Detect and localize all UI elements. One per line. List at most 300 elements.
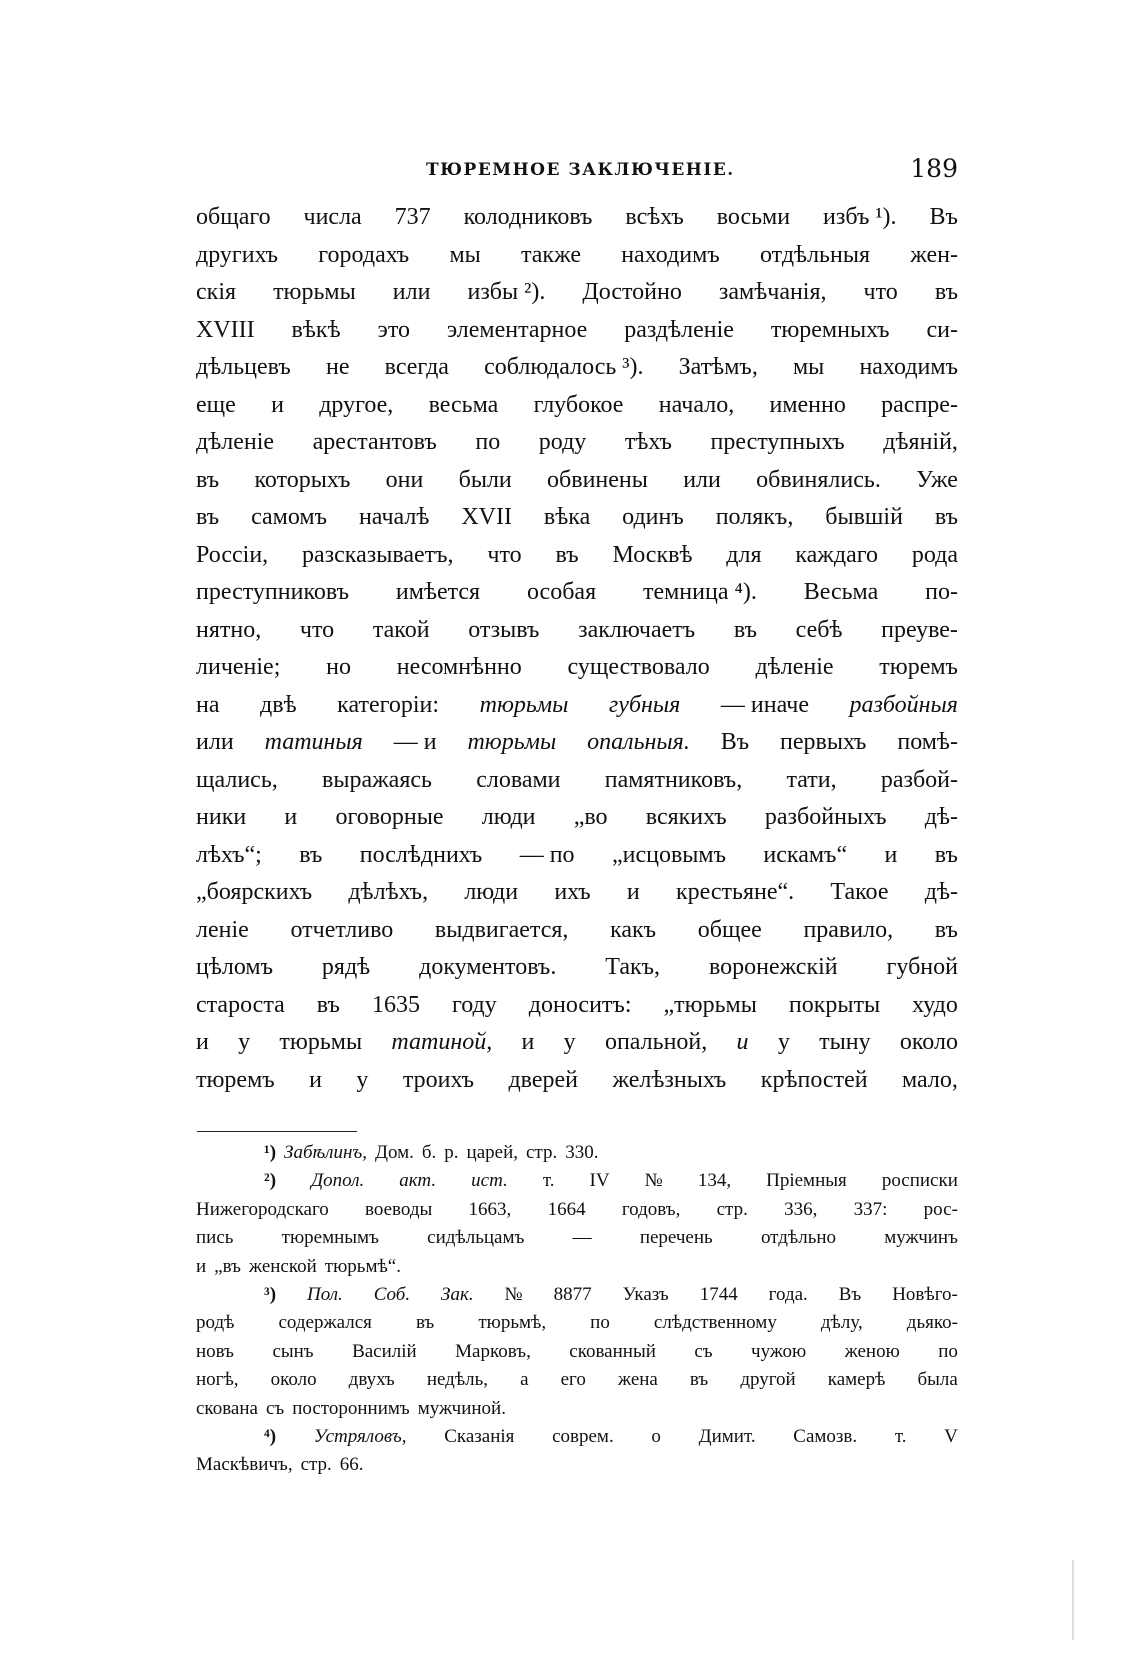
footnote-word: Пріемныя	[766, 1170, 847, 1192]
footnote-word: стр.	[300, 1454, 332, 1476]
body-word: другое,	[319, 391, 394, 418]
body-word: щались,	[196, 766, 278, 793]
body-word: роду	[538, 429, 587, 455]
footnote-line	[196, 1284, 958, 1312]
footnote-word: недѣль,	[426, 1369, 489, 1391]
body-word: всѣхъ	[625, 204, 684, 230]
body-word: у	[356, 1066, 369, 1093]
body-word: тюрьмы	[273, 279, 356, 305]
footnote-line	[196, 1142, 958, 1170]
footnote-word: рос-	[923, 1198, 958, 1220]
body-word: находимъ	[621, 241, 720, 268]
body-word: разсказываетъ,	[302, 541, 454, 568]
body-word: въ	[934, 916, 958, 943]
footnote-word: слѣдственному	[653, 1312, 777, 1334]
body-line	[196, 242, 958, 280]
body-word: для	[726, 541, 762, 568]
body-word: дѣяній,	[883, 429, 958, 455]
footnote-word: тюрьмѣ“.	[324, 1255, 401, 1277]
body-word: тюрьмы	[279, 1029, 363, 1055]
body-word: Россіи,	[196, 541, 269, 568]
footnote-word: новъ	[196, 1340, 234, 1362]
body-word: въ	[733, 616, 757, 643]
body-word: тюрьмы	[479, 691, 569, 718]
footnote-word: чужою	[751, 1340, 807, 1362]
body-word: помѣ-	[897, 729, 958, 755]
footnote-word: 66.	[339, 1454, 364, 1476]
footnote-word: Указъ	[622, 1283, 669, 1305]
footnote-line	[196, 1312, 958, 1340]
body-word: разбойныхъ	[764, 804, 887, 830]
footnote-word: Забѣлинъ,	[284, 1142, 367, 1163]
body-word: имѣется	[395, 579, 481, 605]
body-word: и	[521, 1029, 535, 1055]
body-word: выражаясь	[321, 766, 432, 793]
body-word: дѣлѣхъ,	[348, 879, 429, 905]
body-word: что	[487, 541, 522, 568]
body-word: категоріи:	[337, 691, 440, 718]
body-word: — иначе	[720, 691, 809, 718]
body-word: нятно,	[196, 616, 262, 643]
body-word: также	[520, 241, 581, 268]
body-word: ихъ	[554, 879, 591, 905]
body-word: которыхъ	[254, 466, 351, 493]
body-line	[196, 279, 958, 317]
body-line	[196, 504, 958, 542]
footnote-word: жена	[617, 1369, 658, 1391]
footnote-marker: ¹)	[264, 1142, 277, 1163]
body-word: татиной,	[391, 1029, 493, 1055]
footnote-line	[196, 1426, 958, 1454]
body-word: такой	[372, 616, 430, 643]
body-line	[196, 429, 958, 467]
footnote-line	[196, 1227, 958, 1255]
body-word: лѣхъ“;	[196, 841, 262, 868]
body-word: рядѣ	[321, 954, 371, 980]
body-word: мало,	[902, 1066, 958, 1093]
footnote-word: Василій	[352, 1340, 417, 1362]
footnote-word: содержался	[278, 1312, 372, 1334]
footnote-word: а	[520, 1369, 529, 1391]
footnote-word: ногѣ,	[196, 1369, 239, 1391]
body-word: не	[325, 354, 350, 380]
body-word: первыхъ	[780, 729, 867, 755]
body-word: именно	[769, 391, 846, 418]
footnote-line	[196, 1398, 958, 1426]
footnote-word: р.	[444, 1142, 459, 1163]
body-line	[196, 654, 958, 692]
body-word: самомъ	[251, 504, 328, 530]
body-word: одинъ	[622, 504, 684, 530]
body-word: памятниковъ,	[604, 766, 743, 793]
body-word: у	[238, 1029, 251, 1055]
body-word: восьми	[716, 204, 791, 230]
body-word: дѣленіе	[755, 654, 834, 680]
body-word: троихъ	[402, 1066, 474, 1093]
body-word: и	[196, 1029, 209, 1055]
body-word: каждаго	[795, 541, 878, 568]
body-word: темница ⁴).	[642, 579, 757, 605]
footnote-word: „въ	[214, 1255, 241, 1277]
footnote-word: Зак.	[441, 1283, 474, 1305]
body-word: и	[284, 804, 298, 830]
body-line	[196, 317, 958, 355]
body-word: въ	[196, 504, 220, 530]
footnote-word: акт.	[399, 1170, 437, 1192]
body-word: дверей	[508, 1066, 579, 1093]
footnote-word: двухъ	[348, 1369, 395, 1391]
footnote-word: росписки	[881, 1170, 958, 1192]
body-word: полякъ,	[715, 504, 794, 530]
footnote-line	[196, 1170, 958, 1198]
body-word: 737	[394, 204, 431, 230]
body-line	[196, 879, 958, 917]
body-word: выдвигается,	[434, 916, 569, 943]
footnote-word: Самозв.	[793, 1425, 858, 1447]
body-line	[196, 954, 958, 992]
footnote-word: Пол.	[306, 1283, 343, 1305]
body-word: ники	[196, 804, 247, 830]
body-word: обвинялись.	[756, 466, 881, 493]
footnote-line	[196, 1256, 958, 1284]
body-word: Затѣмъ,	[678, 354, 758, 380]
body-word: по	[475, 429, 501, 455]
body-line	[196, 579, 958, 617]
body-word: распре-	[881, 391, 958, 418]
body-word: губной	[886, 954, 958, 980]
body-word: рода	[911, 541, 958, 568]
footnote-line	[196, 1341, 958, 1369]
footnote-word: мужчинъ	[884, 1227, 958, 1249]
body-word: весьма	[428, 391, 499, 418]
footnote-word: стр.	[526, 1142, 558, 1163]
body-word: въ	[316, 991, 340, 1018]
body-word: всегда	[384, 354, 449, 380]
body-word: — по	[519, 841, 575, 868]
body-word: тюремъ	[196, 1066, 275, 1093]
body-word: и	[309, 1066, 322, 1093]
body-word: Такъ,	[605, 954, 661, 980]
body-word: Весьма	[803, 579, 879, 605]
body-word: или	[683, 466, 721, 493]
footnote-word: пись	[196, 1227, 234, 1249]
body-word: личеніе;	[196, 654, 281, 680]
body-word: оговорные	[335, 804, 444, 830]
footnote-word: его	[560, 1369, 586, 1391]
body-word: тюрьмы	[467, 729, 557, 755]
body-word: у	[777, 1029, 790, 1055]
body-word: около	[899, 1029, 958, 1055]
body-word: общаго	[196, 204, 271, 230]
body-word: избъ ¹).	[823, 204, 897, 230]
body-word: колодниковъ	[463, 204, 593, 230]
body-line	[196, 392, 958, 430]
footnote-word: Димит.	[698, 1425, 756, 1447]
footnote-word: дѣлу,	[820, 1312, 863, 1334]
footnote-word: 1664	[547, 1198, 586, 1220]
body-word: какъ	[610, 916, 657, 943]
body-line	[196, 617, 958, 655]
body-word: преступниковъ	[196, 579, 350, 605]
footnote-word: 336,	[784, 1198, 818, 1220]
body-word: „исцовымъ	[611, 841, 726, 868]
body-word: леніе	[196, 916, 249, 943]
body-word: въ	[299, 841, 323, 868]
body-word: что	[299, 616, 335, 643]
body-word: тати,	[786, 766, 837, 793]
footnote-word: №	[504, 1283, 523, 1305]
footnote-word: 337:	[853, 1198, 888, 1220]
body-word: или	[392, 279, 431, 305]
body-word: находимъ	[859, 354, 958, 380]
footnote-word: Устряловъ,	[313, 1425, 407, 1447]
body-word: и	[271, 391, 284, 418]
body-word: или	[196, 729, 234, 755]
body-word: преуве-	[881, 616, 958, 643]
footnote-word: царей,	[466, 1142, 518, 1163]
footnote-word: Маскѣвичъ,	[196, 1454, 293, 1476]
body-word: 1635	[371, 991, 420, 1018]
body-word: мы	[449, 241, 481, 268]
body-word: и	[736, 1029, 749, 1055]
footnote-word: —	[572, 1227, 592, 1249]
body-word: отзывъ	[468, 616, 540, 643]
body-word: тыну	[819, 1029, 871, 1055]
footnote-word: въ	[415, 1312, 435, 1334]
body-word: что	[863, 279, 898, 305]
body-word: были	[458, 466, 512, 493]
footnote-word: Дом.	[375, 1142, 414, 1163]
footnote-word: другой	[740, 1369, 796, 1391]
body-word: замѣчанія,	[718, 279, 827, 305]
body-word: глубокое	[533, 391, 624, 418]
footnote-word: по	[938, 1340, 958, 1362]
body-word: началѣ	[358, 504, 430, 530]
footnote-word: скованный	[569, 1340, 656, 1362]
footnote-word: т.	[542, 1170, 555, 1192]
footnote-word: около	[270, 1369, 317, 1391]
body-word: избы ²).	[467, 279, 546, 305]
body-word: въ	[934, 841, 958, 868]
body-word: дѣльцевъ	[196, 354, 291, 380]
footnote-word: постороннимъ	[292, 1397, 410, 1419]
body-word: на	[196, 691, 220, 718]
body-word: губныя	[608, 691, 681, 718]
body-word: Въ	[929, 204, 958, 230]
body-word: тюремныхъ	[770, 316, 890, 343]
body-line	[196, 467, 958, 505]
footnote-marker: ³)	[264, 1283, 277, 1305]
body-word: худо	[912, 991, 958, 1018]
body-word: „во	[573, 804, 608, 830]
body-word: году	[451, 991, 497, 1018]
body-word: цѣломъ	[196, 954, 273, 980]
footnote-word: скована	[196, 1397, 258, 1419]
body-word: жен-	[910, 241, 958, 268]
running-title: ТЮРЕМНОЕ ЗАКЛЮЧЕНІЕ.	[426, 160, 735, 180]
body-word: начало,	[658, 391, 735, 418]
body-word: въ	[934, 279, 958, 305]
body-line	[196, 1029, 958, 1067]
body-word: соблюдалось ³).	[484, 354, 644, 380]
body-word: разбой-	[880, 766, 958, 793]
body-line	[196, 204, 958, 242]
body-word: люди	[464, 879, 519, 905]
footnote-word: по	[590, 1312, 610, 1334]
body-line	[196, 692, 958, 730]
body-word: Такое	[830, 879, 889, 905]
body-line	[196, 1067, 958, 1105]
footnote-word: отдѣльно	[760, 1227, 837, 1249]
body-word: въ	[934, 504, 958, 530]
body-word: всякихъ	[645, 804, 727, 830]
body-word: послѣднихъ	[359, 841, 483, 868]
body-word: отчетливо	[290, 916, 394, 943]
body-word: по-	[925, 579, 958, 605]
body-word: искамъ“	[763, 841, 848, 868]
footnote-word: годовъ,	[621, 1198, 681, 1220]
footnote-word: IV	[589, 1170, 610, 1192]
body-line	[196, 842, 958, 880]
body-word: элементарное	[446, 316, 588, 343]
body-word: староста	[196, 991, 285, 1018]
footnote-word: съ	[265, 1397, 285, 1419]
body-word: татиныя	[264, 729, 363, 755]
body-word: мы	[792, 354, 825, 380]
body-word: отдѣльныя	[759, 241, 870, 268]
footnote-word: перечень	[639, 1227, 713, 1249]
footnote-word: родѣ	[196, 1312, 235, 1334]
body-word: разбойныя	[849, 691, 958, 718]
footnote-word: Сказанія	[444, 1425, 515, 1447]
body-word: заключаетъ	[578, 616, 696, 643]
body-word: въ	[196, 466, 220, 493]
body-word: желѣзныхъ	[612, 1066, 727, 1093]
body-word: воронежскій	[708, 954, 838, 980]
body-word: себѣ	[795, 616, 843, 643]
footnote-word: женской	[248, 1255, 317, 1277]
body-word: XVII	[461, 504, 512, 530]
body-word: Уже	[916, 466, 958, 493]
footnote-word: женою	[844, 1340, 900, 1362]
body-word: у	[563, 1029, 576, 1055]
body-word: вѣка	[543, 504, 591, 530]
body-word: существовало	[567, 654, 710, 680]
footnote-word: Соб.	[373, 1283, 411, 1305]
body-word: раздѣленіе	[624, 316, 734, 343]
footnote-word: ист.	[471, 1170, 508, 1192]
body-text	[196, 204, 958, 1104]
body-word: и	[884, 841, 898, 868]
footnote-word: V	[944, 1425, 958, 1447]
body-word: еще	[196, 391, 236, 418]
body-line	[196, 992, 958, 1030]
body-word: крестьяне“.	[675, 879, 795, 905]
footnote-line	[196, 1454, 958, 1482]
body-word: „боярскихъ	[196, 879, 313, 905]
body-line	[196, 542, 958, 580]
body-word: это	[377, 316, 410, 343]
footnote-word: сидѣльцамъ	[427, 1227, 525, 1249]
body-word: двѣ	[260, 691, 297, 718]
body-word: словами	[476, 766, 561, 793]
footnote-line	[196, 1199, 958, 1227]
body-line	[196, 767, 958, 805]
footnote-word: сынъ	[272, 1340, 314, 1362]
footnote-word: №	[644, 1170, 663, 1192]
footnote-word: и	[196, 1255, 207, 1277]
body-word: правило,	[803, 916, 894, 943]
body-word: другихъ	[196, 241, 279, 268]
footnote-word: дьяко-	[906, 1312, 958, 1334]
footnote-marker: ⁴)	[264, 1425, 277, 1447]
footnote-word: мужчиной.	[417, 1397, 506, 1419]
footnote-word: стр.	[716, 1198, 748, 1220]
body-word: и	[626, 879, 640, 905]
body-word: скія	[196, 279, 237, 305]
body-word: Въ	[720, 729, 750, 755]
footnote-word: т.	[894, 1425, 907, 1447]
footnotes	[196, 1142, 958, 1483]
footnote-word: камерѣ	[827, 1369, 886, 1391]
footnote-word: 8877	[553, 1283, 592, 1305]
body-line	[196, 804, 958, 842]
footnote-divider	[197, 1131, 357, 1132]
footnote-word: воеводы	[365, 1198, 433, 1220]
body-word: въ	[555, 541, 579, 568]
footnote-word: 330.	[565, 1142, 599, 1163]
body-line	[196, 354, 958, 392]
footnote-word: б.	[421, 1142, 437, 1163]
footnote-word: тюремнымъ	[281, 1227, 379, 1249]
footnote-word: о	[651, 1425, 661, 1447]
footnote-word: Въ	[838, 1283, 862, 1305]
body-word: общее	[697, 916, 762, 943]
body-word: Москвѣ	[612, 541, 693, 568]
footnote-word: 134,	[697, 1170, 732, 1192]
body-word: особая	[526, 579, 597, 605]
footnote-word: съ	[694, 1340, 713, 1362]
footnote-marker: ²)	[264, 1170, 277, 1192]
body-word: люди	[481, 804, 536, 830]
footnote-word: 1663,	[468, 1198, 512, 1220]
scan-artifact	[1072, 1560, 1074, 1640]
body-word: бывшій	[825, 504, 903, 530]
body-word: XVIII	[196, 316, 255, 343]
footnote-word: тюрьмѣ,	[478, 1312, 547, 1334]
body-line	[196, 729, 958, 767]
body-word: городахъ	[318, 241, 410, 268]
body-word: крѣпостей	[760, 1066, 868, 1093]
body-word: опальной,	[604, 1029, 708, 1055]
footnote-word: Допол.	[311, 1170, 365, 1192]
body-word: несомнѣнно	[396, 654, 522, 680]
body-word: дѣленіе	[196, 429, 275, 455]
footnote-word: 1744	[699, 1283, 738, 1305]
body-line	[196, 917, 958, 955]
body-word: вѣкѣ	[291, 316, 341, 343]
footnote-word: въ	[689, 1369, 709, 1391]
body-word: обвинены	[547, 466, 648, 493]
body-word: Достойно	[582, 279, 682, 305]
body-word: арестантовъ	[312, 429, 437, 455]
body-word: опальныя.	[587, 729, 690, 755]
body-word: они	[385, 466, 424, 493]
body-word: документовъ.	[419, 954, 557, 980]
body-word: дѣ-	[924, 879, 958, 905]
body-word: тюремъ	[879, 654, 958, 680]
footnote-word: года.	[768, 1283, 808, 1305]
